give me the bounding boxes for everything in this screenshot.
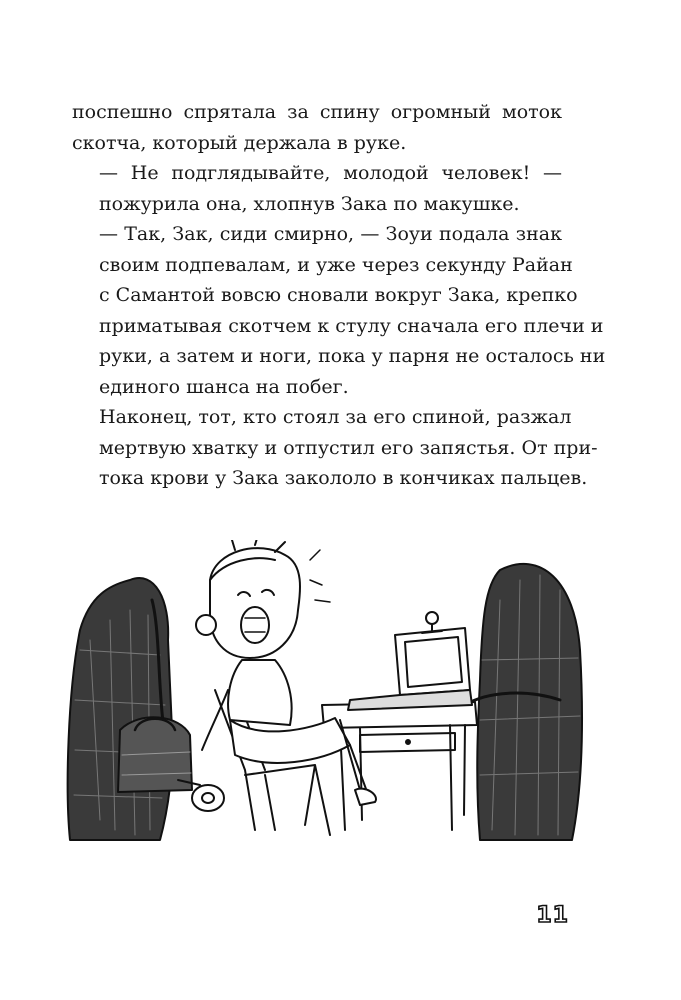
page-number: 11 bbox=[536, 903, 569, 928]
right-figure bbox=[465, 564, 582, 840]
paragraph-1 bbox=[72, 97, 562, 158]
text-line: мертвую хватку и отпустил его запястья. От при- bbox=[99, 436, 598, 459]
text-line: скотча, который держала в руке. bbox=[72, 131, 407, 154]
text-line: — Не подглядывайте, молодой человек! — bbox=[99, 162, 562, 184]
paragraph-2 bbox=[72, 158, 562, 219]
text-line: своим подпевалам, и уже через секунду Райан bbox=[99, 253, 573, 276]
text-line: Наконец, тот, кто стоял за его спиной, разжал bbox=[99, 406, 572, 428]
boy bbox=[196, 540, 376, 805]
text-line: с Самантой вовсю сновали вокруг Зака, крепко bbox=[99, 284, 578, 306]
illustration-boy-taped-to-chair bbox=[60, 540, 590, 870]
left-figure bbox=[68, 578, 173, 840]
text-line: руки, а затем и ноги, пока у парня не осталось ни bbox=[99, 345, 606, 367]
laptop bbox=[348, 612, 472, 710]
text-line: поспешно спрятала за спину огромный моток bbox=[72, 101, 562, 123]
desk bbox=[322, 702, 477, 830]
text-line: приматывая скотчем к стулу сначала его плечи и bbox=[99, 314, 604, 337]
body-text bbox=[72, 97, 606, 494]
paragraph-4 bbox=[72, 402, 598, 494]
text-line: — Так, Зак, сиди смирно, — Зоуи подала знак bbox=[99, 223, 562, 245]
paragraph-3 bbox=[72, 219, 606, 402]
text-line: единого шанса на побег. bbox=[99, 375, 349, 398]
text-line: тока крови у Зака закололо в кончиках пальцев. bbox=[99, 467, 588, 489]
text-line: пожурила она, хлопнув Зака по макушке. bbox=[99, 192, 520, 215]
